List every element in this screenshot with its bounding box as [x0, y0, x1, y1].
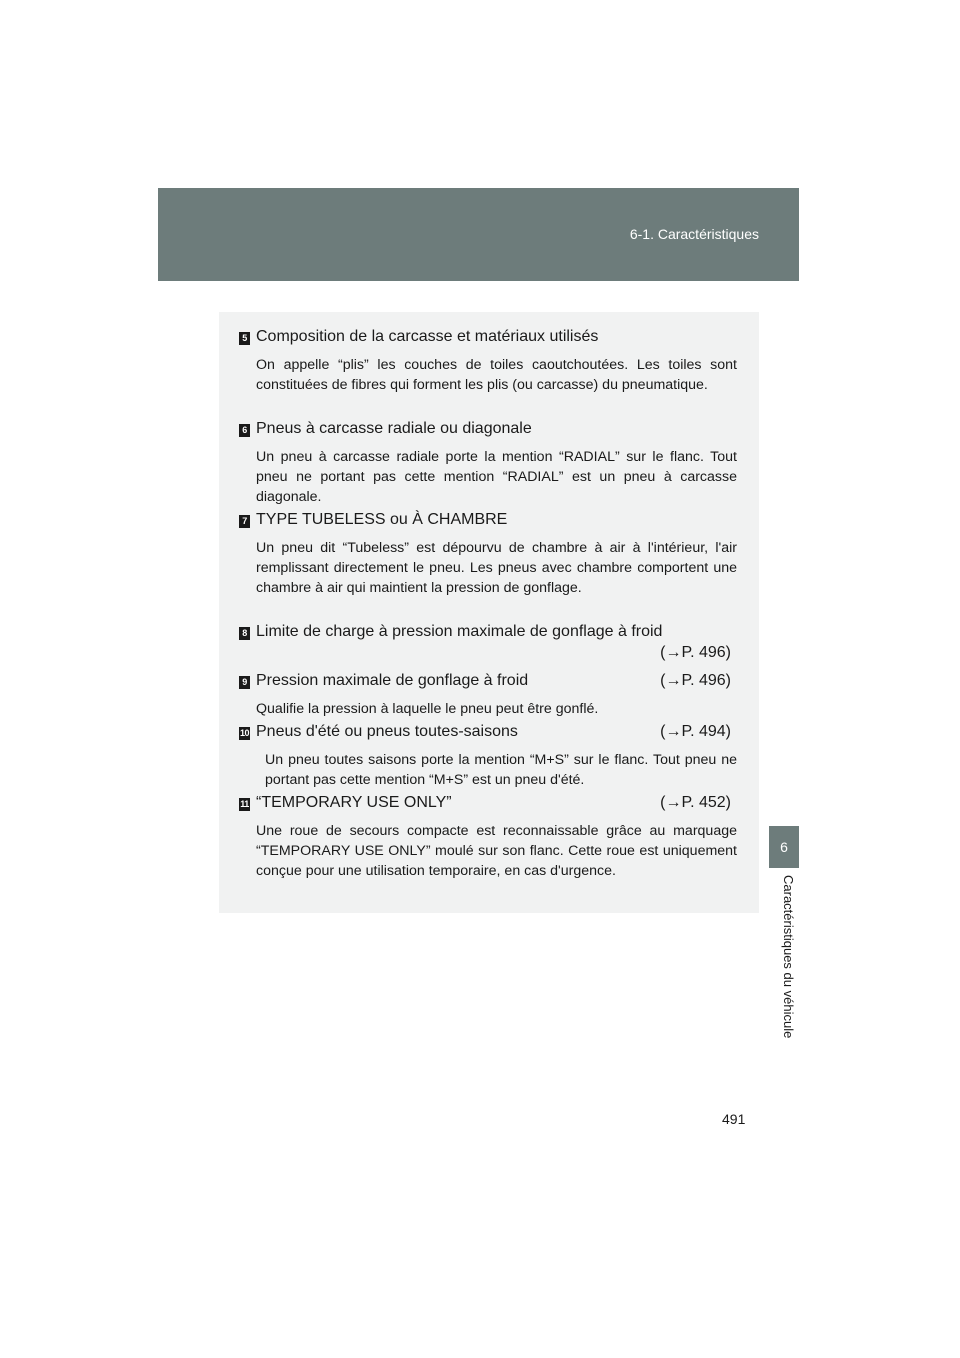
page-reference: (→P. 494) [660, 723, 731, 740]
item-number-badge: 10 [239, 728, 249, 738]
chapter-label: Caractéristiques du véhicule [781, 875, 796, 1039]
item-title: Pneus d'été ou pneus toutes-saisons [256, 723, 518, 740]
item-number-badge: 6 [239, 424, 250, 437]
item-title: Pneus à carcasse radiale ou diagonale [256, 420, 532, 437]
page-reference: (→P. 496) [660, 672, 731, 689]
item-number-badge: 11 [240, 799, 249, 809]
page-number: 491 [722, 1111, 746, 1127]
section-title: 6-1. Caractéristiques [629, 226, 759, 242]
item-body: Qualifie la pression à laquelle le pneu peut être gonflé. [256, 701, 599, 717]
item-body: Une roue de secours compacte est reconnaissable grâce au marquage “TEMPORARY USE ONLY” moulé sur son flanc. Cette roue est uniquement conçue pour une utilisation temporaire, en cas d'urgence. [256, 823, 737, 879]
item-number-badge: 8 [239, 627, 250, 640]
item-number-badge: 7 [239, 515, 250, 528]
item-title: Pression maximale de gonflage à froid [256, 672, 529, 689]
item-title: Composition de la carcasse et matériaux utilisés [256, 328, 599, 345]
item-title: Limite de charge à pression maximale de gonflage à froid [256, 623, 663, 640]
item-body: Un pneu dit “Tubeless” est dépourvu de chambre à air à l'intérieur, l'air remplissant directement le pneu. Les pneus avec chambre comportent une chambre à air qui maintient la pression de gonflage. [256, 540, 737, 596]
item-number-badge: 5 [239, 332, 250, 345]
item-title: “TEMPORARY USE ONLY” [256, 794, 452, 811]
page-reference: (→P. 452) [660, 794, 731, 811]
item-body: Un pneu toutes saisons porte la mention “M+S” sur le flanc. Tout pneu ne portant pas cette mention “M+S” est un pneu d'été. [265, 752, 737, 788]
header-band [158, 188, 799, 281]
page-reference: (→P. 496) [660, 644, 731, 661]
item-body: Un pneu à carcasse radiale porte la mention “RADIAL” sur le flanc. Tout pneu ne portant pas cette mention “RADIAL” est un pneu à carcasse diagonale. [256, 449, 737, 505]
info-panel [219, 312, 759, 913]
item-title: TYPE TUBELESS ou À CHAMBRE [256, 511, 508, 528]
item-number-badge: 9 [239, 676, 250, 689]
chapter-tab: 6 [769, 826, 799, 868]
item-body: On appelle “plis” les couches de toiles caoutchoutées. Les toiles sont constituées de fibres qui forment les plis (ou carcasse) du pneumatique. [256, 357, 737, 393]
